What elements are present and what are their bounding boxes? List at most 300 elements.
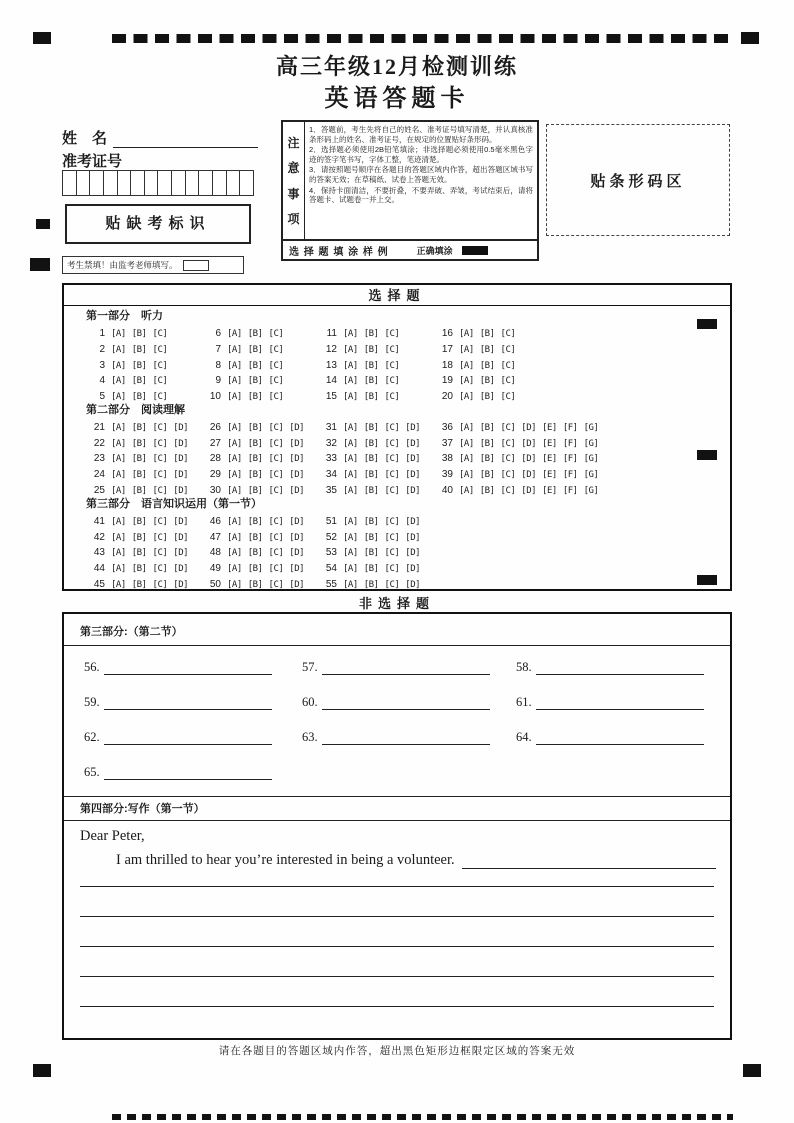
name-input-line[interactable] — [113, 133, 258, 148]
timing-marks-bottom — [112, 1114, 733, 1120]
option-bubble-F[interactable]: [F] — [562, 422, 578, 433]
option-bubble-A[interactable]: [A] — [227, 360, 242, 371]
option-bubble-B[interactable]: [B] — [247, 376, 263, 387]
option-bubble-C[interactable]: [C] — [152, 438, 168, 449]
option-bubble-C[interactable]: [C] — [268, 360, 284, 371]
question-row — [86, 512, 730, 528]
option-bubble-B[interactable]: [B] — [247, 548, 263, 559]
question-row — [86, 481, 730, 497]
option-bubble-B[interactable]: [B] — [247, 438, 263, 449]
absent-marker-box[interactable]: 贴缺考标识 — [65, 204, 251, 244]
option-bubble-B[interactable]: [B] — [247, 470, 263, 481]
ticket-digit-box[interactable] — [130, 170, 145, 196]
option-bubble-D[interactable]: [D] — [405, 532, 421, 543]
option-bubble-B[interactable]: [B] — [363, 360, 379, 371]
option-bubble-B[interactable]: [B] — [479, 454, 495, 465]
blank-answer-line[interactable] — [322, 662, 490, 675]
option-bubble-A[interactable]: [A] — [459, 486, 474, 497]
blank-answer-line[interactable] — [322, 697, 490, 710]
option-bubble-C[interactable]: [C] — [500, 470, 516, 481]
option-bubble-C[interactable]: [C] — [152, 470, 168, 481]
option-bubble-F[interactable]: [F] — [562, 470, 578, 481]
option-bubble-B[interactable]: [B] — [247, 516, 263, 527]
question-number: 18 — [441, 359, 453, 371]
option-bubble-B[interactable]: [B] — [247, 454, 263, 465]
option-bubble-G[interactable]: [G] — [583, 422, 599, 433]
option-bubble-A[interactable]: [A] — [343, 532, 358, 543]
blank-answer-line[interactable] — [536, 697, 704, 710]
barcode-area[interactable] — [546, 124, 730, 236]
option-bubble-A[interactable]: [A] — [227, 548, 242, 559]
option-bubble-B[interactable]: [B] — [479, 392, 495, 403]
option-bubble-C[interactable]: [C] — [268, 532, 284, 543]
option-bubble-C[interactable]: [C] — [152, 344, 168, 355]
option-bubble-C[interactable]: [C] — [384, 516, 400, 527]
option-bubble-C[interactable]: [C] — [268, 548, 284, 559]
option-bubble-D[interactable]: [D] — [289, 516, 305, 527]
option-bubble-G[interactable]: [G] — [583, 470, 599, 481]
option-bubble-A[interactable]: [A] — [459, 360, 474, 371]
question-number: 52 — [325, 531, 337, 543]
option-bubble-G[interactable]: [G] — [583, 438, 599, 449]
option-bubble-A[interactable]: [A] — [111, 422, 126, 433]
option-bubble-C[interactable]: [C] — [152, 486, 168, 497]
option-bubble-B[interactable]: [B] — [131, 470, 147, 481]
option-bubble-D[interactable]: [D] — [173, 580, 189, 591]
blank-answer-line[interactable] — [104, 767, 272, 780]
ticket-number-boxes — [62, 170, 254, 196]
option-bubble-D[interactable]: [D] — [173, 564, 189, 575]
option-bubble-C[interactable]: [C] — [384, 548, 400, 559]
option-bubble-A[interactable]: [A] — [343, 564, 358, 575]
option-bubble-C[interactable]: [C] — [268, 516, 284, 527]
option-bubble-B[interactable]: [B] — [247, 486, 263, 497]
option-bubble-B[interactable]: [B] — [247, 564, 263, 575]
option-bubble-D[interactable]: [D] — [521, 486, 537, 497]
option-bubble-F[interactable]: [F] — [562, 454, 578, 465]
option-bubble-D[interactable]: [D] — [405, 470, 421, 481]
option-bubble-D[interactable]: [D] — [289, 486, 305, 497]
option-bubble-A[interactable]: [A] — [343, 470, 358, 481]
option-bubble-C[interactable]: [C] — [384, 392, 400, 403]
option-bubble-B[interactable]: [B] — [131, 454, 147, 465]
option-bubble-B[interactable]: [B] — [131, 548, 147, 559]
blank-item-63 — [302, 730, 490, 745]
option-bubble-D[interactable]: [D] — [521, 454, 537, 465]
option-bubble-B[interactable]: [B] — [363, 580, 379, 591]
option-bubble-C[interactable]: [C] — [268, 392, 284, 403]
option-bubble-G[interactable]: [G] — [583, 486, 599, 497]
question-number: 10 — [209, 391, 221, 403]
option-bubble-B[interactable]: [B] — [131, 564, 147, 575]
option-bubble-B[interactable]: [B] — [363, 548, 379, 559]
ticket-digit-box[interactable] — [226, 170, 241, 196]
opening-row — [116, 852, 716, 869]
choice-section — [62, 283, 732, 591]
option-bubble-B[interactable]: [B] — [479, 486, 495, 497]
option-bubble-A[interactable]: [A] — [343, 548, 358, 559]
option-bubble-F[interactable]: [F] — [562, 438, 578, 449]
option-bubble-A[interactable]: [A] — [343, 422, 358, 433]
option-bubble-D[interactable]: [D] — [289, 438, 305, 449]
option-bubble-D[interactable]: [D] — [173, 438, 189, 449]
question-row — [86, 434, 730, 450]
option-bubble-B[interactable]: [B] — [131, 532, 147, 543]
question-number: 49 — [209, 563, 221, 575]
option-bubble-D[interactable]: [D] — [405, 486, 421, 497]
option-bubble-D[interactable]: [D] — [289, 532, 305, 543]
option-bubble-C[interactable]: [C] — [152, 376, 168, 387]
writing-line[interactable] — [80, 916, 714, 917]
option-bubble-A[interactable]: [A] — [459, 422, 474, 433]
question-row — [86, 544, 730, 560]
option-bubble-B[interactable]: [B] — [131, 422, 147, 433]
option-bubble-B[interactable]: [B] — [479, 328, 495, 339]
option-bubble-B[interactable]: [B] — [247, 532, 263, 543]
option-bubble-C[interactable]: [C] — [500, 438, 516, 449]
option-bubble-C[interactable]: [C] — [384, 454, 400, 465]
option-bubble-A[interactable]: [A] — [459, 376, 474, 387]
ticket-digit-box[interactable] — [62, 170, 77, 196]
option-bubble-C[interactable]: [C] — [152, 360, 168, 371]
option-bubble-B[interactable]: [B] — [479, 422, 495, 433]
option-bubble-A[interactable]: [A] — [227, 564, 242, 575]
option-bubble-C[interactable]: [C] — [500, 344, 516, 355]
option-bubble-B[interactable]: [B] — [363, 344, 379, 355]
option-bubble-D[interactable]: [D] — [521, 422, 537, 433]
option-bubble-B[interactable]: [B] — [363, 422, 379, 433]
option-bubble-C[interactable]: [C] — [152, 328, 168, 339]
option-bubble-A[interactable]: [A] — [227, 422, 242, 433]
proctor-fill-box[interactable] — [183, 260, 209, 271]
option-bubble-A[interactable]: [A] — [459, 454, 474, 465]
blank-number: 61. — [516, 695, 532, 709]
part4-title: 第四部分:写作（第一节） — [64, 796, 730, 821]
option-bubble-C[interactable]: [C] — [384, 360, 400, 371]
notice-title-char: 事 — [287, 186, 300, 201]
ticket-digit-box[interactable] — [239, 170, 254, 196]
option-bubble-B[interactable]: [B] — [363, 376, 379, 387]
option-bubble-B[interactable]: [B] — [247, 344, 263, 355]
question-number: 5 — [99, 391, 105, 403]
option-bubble-D[interactable]: [D] — [405, 422, 421, 433]
option-bubble-D[interactable]: [D] — [521, 438, 537, 449]
option-bubble-D[interactable]: [D] — [173, 532, 189, 543]
question-number: 28 — [209, 453, 221, 465]
option-bubble-B[interactable]: [B] — [131, 360, 147, 371]
correct-fill-label: 正确填涂 — [416, 245, 453, 256]
option-bubble-C[interactable]: [C] — [268, 438, 284, 449]
option-bubble-A[interactable]: [A] — [343, 516, 358, 527]
option-bubble-B[interactable]: [B] — [479, 438, 495, 449]
blank-answer-line[interactable] — [104, 662, 272, 675]
ticket-digit-box[interactable] — [117, 170, 132, 196]
notice-item: 2．选择题必须使用2B铅笔填涂；非选择题必须使用0.5毫米黑色字迹的签字笔书写，字体工整，笔迹清楚。 — [309, 145, 533, 164]
option-bubble-B[interactable]: [B] — [131, 328, 147, 339]
option-bubble-D[interactable]: [D] — [405, 454, 421, 465]
option-bubble-C[interactable]: [C] — [152, 532, 168, 543]
ticket-digit-box[interactable] — [171, 170, 186, 196]
question-number: 6 — [215, 327, 221, 339]
option-bubble-G[interactable]: [G] — [583, 454, 599, 465]
option-bubble-A[interactable]: [A] — [111, 532, 126, 543]
option-bubble-D[interactable]: [D] — [173, 516, 189, 527]
ticket-digit-box[interactable] — [89, 170, 104, 196]
option-bubble-B[interactable]: [B] — [131, 516, 147, 527]
option-bubble-A[interactable]: [A] — [343, 376, 358, 387]
option-bubble-B[interactable]: [B] — [247, 422, 263, 433]
option-bubble-C[interactable]: [C] — [384, 486, 400, 497]
option-bubble-A[interactable]: [A] — [227, 438, 242, 449]
option-bubble-B[interactable]: [B] — [131, 486, 147, 497]
option-bubble-A[interactable]: [A] — [227, 516, 242, 527]
option-bubble-C[interactable]: [C] — [500, 392, 516, 403]
question-number: 40 — [441, 485, 453, 497]
option-bubble-A[interactable]: [A] — [111, 516, 126, 527]
option-bubble-C[interactable]: [C] — [384, 438, 400, 449]
option-bubble-A[interactable]: [A] — [227, 470, 242, 481]
option-bubble-A[interactable]: [A] — [111, 486, 126, 497]
option-bubble-A[interactable]: [A] — [111, 344, 126, 355]
option-bubble-C[interactable]: [C] — [500, 376, 516, 387]
option-bubble-E[interactable]: [E] — [542, 438, 557, 449]
question-number: 20 — [441, 391, 453, 403]
option-bubble-C[interactable]: [C] — [268, 328, 284, 339]
blank-answer-line[interactable] — [536, 732, 704, 745]
option-bubble-C[interactable]: [C] — [384, 344, 400, 355]
question-55 — [318, 574, 434, 592]
option-bubble-C[interactable]: [C] — [384, 532, 400, 543]
option-bubble-B[interactable]: [B] — [363, 454, 379, 465]
option-bubble-B[interactable]: [B] — [363, 328, 379, 339]
option-bubble-A[interactable]: [A] — [227, 532, 242, 543]
option-bubble-A[interactable]: [A] — [111, 564, 126, 575]
option-bubble-C[interactable]: [C] — [268, 580, 284, 591]
blank-number: 63. — [302, 730, 318, 744]
ticket-digit-box[interactable] — [103, 170, 118, 196]
option-bubble-C[interactable]: [C] — [268, 422, 284, 433]
question-number: 22 — [93, 437, 105, 449]
option-bubble-D[interactable]: [D] — [289, 454, 305, 465]
blank-number: 57. — [302, 660, 318, 674]
option-bubble-C[interactable]: [C] — [268, 376, 284, 387]
option-bubble-A[interactable]: [A] — [343, 438, 358, 449]
option-bubble-D[interactable]: [D] — [405, 564, 421, 575]
option-bubble-A[interactable]: [A] — [111, 470, 126, 481]
option-bubble-D[interactable]: [D] — [173, 470, 189, 481]
option-bubble-B[interactable]: [B] — [131, 580, 147, 591]
option-bubble-B[interactable]: [B] — [363, 470, 379, 481]
writing-line[interactable] — [80, 886, 714, 887]
option-bubble-A[interactable]: [A] — [459, 328, 474, 339]
option-bubble-A[interactable]: [A] — [111, 376, 126, 387]
option-bubble-C[interactable]: [C] — [268, 344, 284, 355]
option-bubble-C[interactable]: [C] — [384, 328, 400, 339]
opening-sentence: I am thrilled to hear you’re interested in being a volunteer. — [116, 852, 455, 868]
registration-mark — [741, 32, 759, 44]
writing-line[interactable] — [80, 1006, 714, 1007]
option-bubble-C[interactable]: [C] — [268, 486, 284, 497]
option-bubble-D[interactable]: [D] — [521, 470, 537, 481]
option-bubble-E[interactable]: [E] — [542, 422, 557, 433]
option-bubble-A[interactable]: [A] — [459, 344, 474, 355]
option-bubble-C[interactable]: [C] — [152, 422, 168, 433]
option-bubble-A[interactable]: [A] — [111, 438, 126, 449]
option-bubble-C[interactable]: [C] — [384, 580, 400, 591]
option-bubble-A[interactable]: [A] — [111, 360, 126, 371]
option-bubble-B[interactable]: [B] — [131, 438, 147, 449]
option-bubble-A[interactable]: [A] — [227, 328, 242, 339]
option-bubble-A[interactable]: [A] — [343, 580, 358, 591]
ticket-digit-box[interactable] — [76, 170, 91, 196]
option-bubble-A[interactable]: [A] — [343, 344, 358, 355]
option-bubble-B[interactable]: [B] — [479, 360, 495, 371]
blank-answer-line[interactable] — [104, 697, 272, 710]
option-bubble-D[interactable]: [D] — [289, 548, 305, 559]
blank-answer-line[interactable] — [536, 662, 704, 675]
option-bubble-C[interactable]: [C] — [152, 548, 168, 559]
option-bubble-B[interactable]: [B] — [363, 532, 379, 543]
option-bubble-F[interactable]: [F] — [562, 486, 578, 497]
option-bubble-E[interactable]: [E] — [542, 454, 557, 465]
ticket-digit-box[interactable] — [198, 170, 213, 196]
option-bubble-C[interactable]: [C] — [500, 486, 516, 497]
option-bubble-B[interactable]: [B] — [131, 376, 147, 387]
ticket-digit-box[interactable] — [157, 170, 172, 196]
option-bubble-D[interactable]: [D] — [289, 564, 305, 575]
option-bubble-D[interactable]: [D] — [173, 422, 189, 433]
question-35 — [318, 480, 434, 498]
ticket-digit-box[interactable] — [144, 170, 159, 196]
option-bubble-A[interactable]: [A] — [459, 438, 474, 449]
writing-line[interactable] — [80, 976, 714, 977]
question-row — [86, 356, 730, 372]
blank-item-58 — [516, 660, 704, 675]
option-bubble-A[interactable]: [A] — [111, 454, 126, 465]
option-bubble-A[interactable]: [A] — [227, 580, 242, 591]
question-number: 53 — [325, 547, 337, 559]
option-bubble-B[interactable]: [B] — [479, 376, 495, 387]
question-number: 4 — [99, 375, 105, 387]
question-number: 23 — [93, 453, 105, 465]
option-bubble-A[interactable]: [A] — [227, 486, 242, 497]
option-bubble-C[interactable]: [C] — [268, 470, 284, 481]
option-bubble-C[interactable]: [C] — [384, 376, 400, 387]
question-number: 42 — [93, 531, 105, 543]
ticket-digit-box[interactable] — [185, 170, 200, 196]
option-bubble-A[interactable]: [A] — [111, 548, 126, 559]
option-bubble-A[interactable]: [A] — [227, 392, 242, 403]
option-bubble-D[interactable]: [D] — [289, 470, 305, 481]
question-number: 21 — [93, 421, 105, 433]
option-bubble-E[interactable]: [E] — [542, 486, 557, 497]
option-bubble-A[interactable]: [A] — [343, 392, 358, 403]
option-bubble-B[interactable]: [B] — [363, 564, 379, 575]
option-bubble-A[interactable]: [A] — [459, 392, 474, 403]
question-number: 43 — [93, 547, 105, 559]
option-bubble-D[interactable]: [D] — [405, 438, 421, 449]
option-bubble-B[interactable]: [B] — [363, 392, 379, 403]
blank-item-62 — [84, 730, 272, 745]
option-bubble-B[interactable]: [B] — [479, 470, 495, 481]
option-bubble-A[interactable]: [A] — [111, 392, 126, 403]
option-bubble-A[interactable]: [A] — [459, 470, 474, 481]
option-bubble-A[interactable]: [A] — [343, 454, 358, 465]
option-bubble-B[interactable]: [B] — [247, 392, 263, 403]
option-bubble-B[interactable]: [B] — [247, 328, 263, 339]
option-bubble-C[interactable]: [C] — [500, 328, 516, 339]
blank-number: 59. — [84, 695, 100, 709]
option-bubble-B[interactable]: [B] — [247, 580, 263, 591]
writing-line[interactable] — [80, 946, 714, 947]
question-number: 19 — [441, 375, 453, 387]
option-bubble-A[interactable]: [A] — [343, 360, 358, 371]
question-number: 25 — [93, 485, 105, 497]
option-bubble-C[interactable]: [C] — [152, 454, 168, 465]
option-bubble-A[interactable]: [A] — [343, 486, 358, 497]
option-bubble-C[interactable]: [C] — [384, 422, 400, 433]
question-number: 9 — [215, 375, 221, 387]
option-bubble-E[interactable]: [E] — [542, 470, 557, 481]
option-bubble-A[interactable]: [A] — [227, 454, 242, 465]
option-bubble-A[interactable]: [A] — [227, 344, 242, 355]
option-bubble-D[interactable]: [D] — [289, 422, 305, 433]
option-bubble-D[interactable]: [D] — [173, 486, 189, 497]
option-bubble-C[interactable]: [C] — [500, 454, 516, 465]
option-bubble-B[interactable]: [B] — [363, 516, 379, 527]
option-bubble-C[interactable]: [C] — [152, 392, 168, 403]
option-bubble-A[interactable]: [A] — [111, 580, 126, 591]
question-row — [86, 371, 730, 387]
blank-number: 58. — [516, 660, 532, 674]
option-bubble-D[interactable]: [D] — [405, 516, 421, 527]
option-bubble-C[interactable]: [C] — [500, 422, 516, 433]
option-bubble-C[interactable]: [C] — [152, 580, 168, 591]
option-bubble-A[interactable]: [A] — [227, 376, 242, 387]
option-bubble-B[interactable]: [B] — [131, 344, 147, 355]
blank-answer-line[interactable] — [322, 732, 490, 745]
option-bubble-B[interactable]: [B] — [131, 392, 147, 403]
ticket-digit-box[interactable] — [212, 170, 227, 196]
option-bubble-A[interactable]: [A] — [343, 328, 358, 339]
option-bubble-A[interactable]: [A] — [111, 328, 126, 339]
option-bubble-B[interactable]: [B] — [363, 438, 379, 449]
option-bubble-C[interactable]: [C] — [384, 470, 400, 481]
option-bubble-C[interactable]: [C] — [152, 564, 168, 575]
option-bubble-B[interactable]: [B] — [479, 344, 495, 355]
option-bubble-D[interactable]: [D] — [405, 580, 421, 591]
notice-items — [305, 122, 537, 239]
question-number: 37 — [441, 437, 453, 449]
option-bubble-C[interactable]: [C] — [500, 360, 516, 371]
name-row — [62, 127, 258, 148]
option-bubble-B[interactable]: [B] — [363, 486, 379, 497]
option-bubble-C[interactable]: [C] — [268, 454, 284, 465]
option-bubble-D[interactable]: [D] — [173, 548, 189, 559]
option-bubble-B[interactable]: [B] — [247, 360, 263, 371]
question-number: 26 — [209, 421, 221, 433]
option-bubble-C[interactable]: [C] — [268, 564, 284, 575]
option-bubble-C[interactable]: [C] — [384, 564, 400, 575]
option-bubble-D[interactable]: [D] — [289, 580, 305, 591]
opening-fill-line[interactable] — [462, 854, 716, 869]
option-bubble-D[interactable]: [D] — [173, 454, 189, 465]
option-bubble-C[interactable]: [C] — [152, 516, 168, 527]
question-number: 2 — [99, 343, 105, 355]
blank-answer-line[interactable] — [104, 732, 272, 745]
question-number: 13 — [325, 359, 337, 371]
option-bubble-D[interactable]: [D] — [405, 548, 421, 559]
